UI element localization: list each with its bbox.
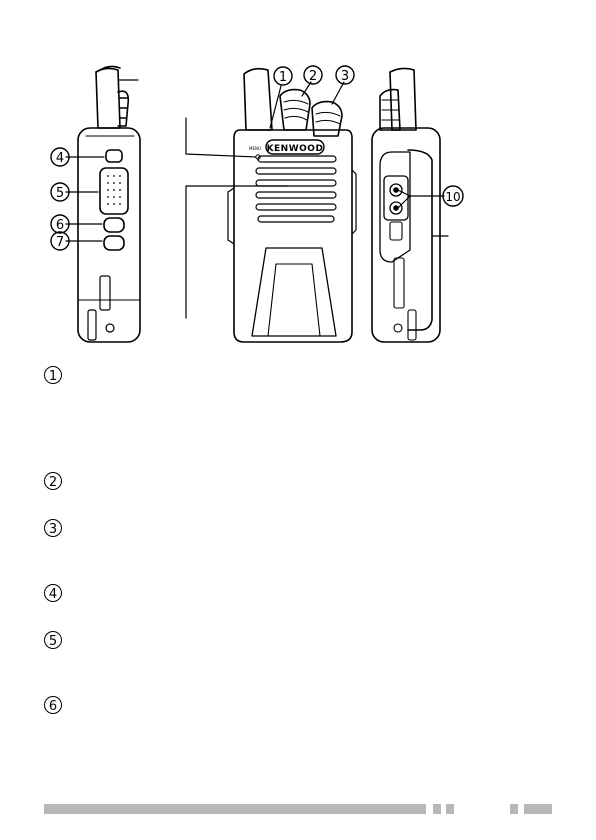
callout-10: 10 <box>445 190 461 204</box>
footer-bar-block <box>446 804 454 814</box>
list-marker-3: 3 <box>44 519 64 539</box>
radio-front-view <box>186 69 356 342</box>
list-marker-2: 2 <box>44 472 64 492</box>
footer-bar-block <box>510 804 518 814</box>
menu-mini-label: MENU <box>249 146 261 151</box>
list-marker-6: 6 <box>44 696 64 716</box>
radio-left-side-view <box>66 66 140 342</box>
brand-logo: KENWOOD <box>266 144 324 154</box>
radio-right-side-view <box>372 68 448 342</box>
footer-bar-block <box>433 804 441 814</box>
list-marker-5: 5 <box>44 631 64 651</box>
footer-bar-long <box>44 804 426 814</box>
callout-4: 4 <box>55 151 65 166</box>
callout-1: 1 <box>278 70 288 85</box>
callout-6: 6 <box>55 218 65 233</box>
footer-bar-end <box>524 804 552 814</box>
callout-2: 2 <box>308 69 318 84</box>
footer-bar <box>44 804 552 814</box>
callout-3: 3 <box>340 69 350 84</box>
radio-diagram <box>0 0 596 360</box>
callout-5: 5 <box>55 186 65 201</box>
callout-7: 7 <box>55 235 65 250</box>
list-marker-4: 4 <box>44 584 64 604</box>
list-marker-1: 1 <box>44 366 64 386</box>
